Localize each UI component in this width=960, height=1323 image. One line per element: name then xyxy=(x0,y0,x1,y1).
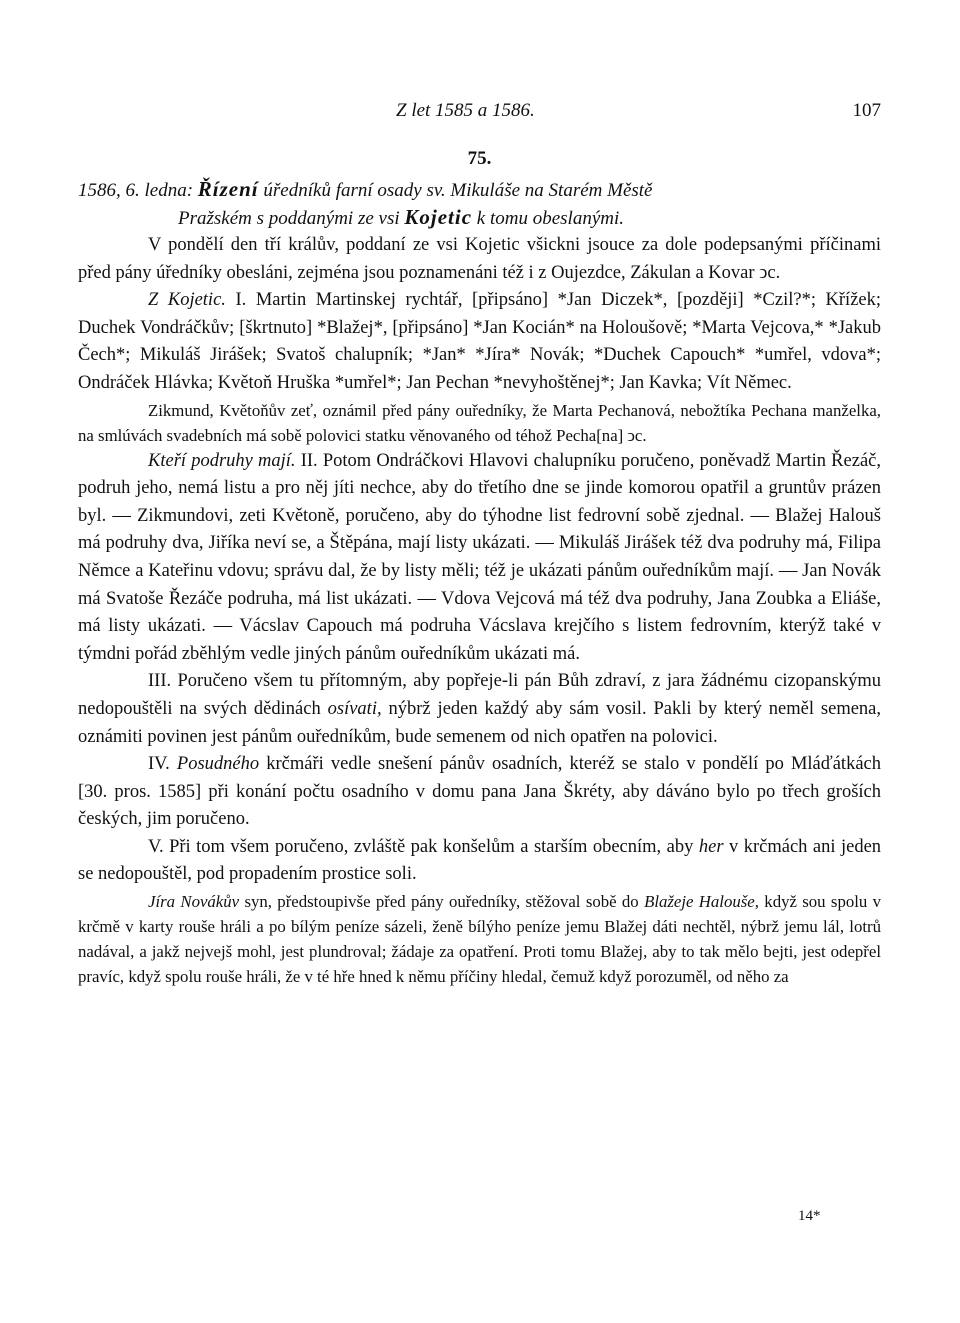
document-number: 75. xyxy=(467,148,492,169)
iii-keyword: osívati, xyxy=(327,698,382,719)
page-body xyxy=(78,100,881,989)
jira-text-b: když sou spolu v krčmě v karty rouše hráli a po bílým peníze sázeli, ženě bílýho peníze jemu Blažej dáti nechtěl, nýbrž jemu lál, lotrů nadával, a jakž nejvejš mohl, jest plundroval; žádaje za opatření. Proti tomu Blažej, aby to tak mělo bejti, jest odepřel pravíc, když spolu rouše hráli, že v té hře hned k němu příčiny hledal, čemuž když porozuměl, od něho za xyxy=(78,892,882,987)
v-text-b: v krčmách ani jeden se nedopouštěl, pod propadením prostice soli. xyxy=(78,836,882,885)
jira-name: Blažeje Halouše, xyxy=(644,892,759,912)
page-header xyxy=(78,100,881,134)
heading-line-2 xyxy=(78,204,881,232)
heading-text-1: úředníků farní osady sv. Mikuláše na Starém Městě xyxy=(263,180,653,201)
podruhy-text: II. Potom Ondráčkovi Hlavovi chalupníku poručeno, poněvadž Martin Řezáč, podruh jeho, nemá listu a pro něj jíti nechce, aby do třetího dne se jinde komorou opatřil a gruntův prázen byl. — Zikmundovi, zeti Květoně, poručeno, aby do týhodne list fedrovní sobě zjednal. — Blažej Halouš má podruhy dva, Jiříka neví se, a Štěpána, mají listy ukázati. — Mikuláš Jirášek též dva podruhy má, Filipa Němce a Kateřinu vdovu; správu dal, že by listy měli; též je ukázati pánům ouředníkům mají. — Jan Novák má Svatoše Řezáče podruha, má list ukázati. — Vdova Vejcová má též dva podruhy, Jana Zoubka a Eliáše, má listy ukázati. — Vácslav Capouch má podruha Vácslava krejčího s listem fedrovním, kterýž také v týmdni pořád zběhlým vedle jiných pánům ouředníkům ukázati má. xyxy=(78,450,881,664)
heading-keyword-2: Kojetic xyxy=(404,205,473,229)
paragraph-v xyxy=(78,834,881,889)
jira-text-a: syn, předstoupivše před pány ouředníky, stěžoval sobě do xyxy=(244,892,639,912)
heading-keyword-1: Řízení xyxy=(197,177,259,201)
paragraph-iii xyxy=(78,668,881,751)
v-keyword: her xyxy=(698,836,724,857)
iv-keyword: Posudného xyxy=(176,754,260,775)
paragraph-note-zikmund: Zikmund, Květoňův zeť, oznámil před pány ouředníky, že Marta Pechanová, nebožtíka Pechana manželka, na smlúvách svadebních má sobě polovici statku věnovaného od téhož Pecha[na] ͻc. xyxy=(78,400,881,445)
paragraph-iv xyxy=(78,751,881,834)
iv-text: krčmáři vedle snešení pánův osadních, kteréž se stalo v pondělí po Mláďátkách [30. pros. 1585] při konání počtu osadního v domu pana Jana Škréty, aby dáváno bylo po třech groších českých, jim poručeno. xyxy=(78,754,881,830)
heading-text-2a: Pražském s poddanými ze vsi xyxy=(178,208,400,229)
jira-lead: Jíra Novákův xyxy=(148,892,240,912)
paragraph-kojetic-list xyxy=(78,287,881,397)
heading-text-2b: k tomu obeslanými. xyxy=(476,208,625,229)
running-title: Z let 1585 a 1586. xyxy=(396,100,535,121)
document-heading xyxy=(78,176,881,232)
signature-mark: 14* xyxy=(798,1208,821,1224)
page-number: 107 xyxy=(852,100,881,121)
kojetic-list-text: I. Martin Martinskej rychtář, [připsáno] *Jan Diczek*, [později] *Czil?*; Křížek; Duchek Vondráčkův; [škrtnuto] *Blažej*, [připsáno] *Jan Kocián* na Holoušově; *Marta Vejcova,* *Jakub Čech*; Mikuláš Jirášek; Svatoš chalupník; *Jan* *Jíra* Novák; *Duchek Capouch* *umřel, vdova*; Ondráček Hlávka; Květoň Hruška *umřel*; Jan Pechan *nevyhoštěnej*; Jan Kavka; Vít Němec. xyxy=(78,290,882,393)
heading-date: 1586, 6. ledna: xyxy=(78,180,194,201)
iii-text-b: nýbrž jeden každý aby sám vosil. Pakli by který neměl semena, oznámiti povinen jest pánům ouředníkům, bude semenem od nich opatřen na polovici. xyxy=(78,698,882,747)
v-text-a: V. Při tom všem poručeno, zvláště pak konšelům a starším obecním, aby xyxy=(148,836,694,857)
iii-text-a: III. Poručeno všem tu přítomným, aby popřeje-li pán Bůh zdraví, z jara žádnému cizopanskýmu nedopouštěli na svých dědinách xyxy=(78,671,881,719)
paragraph-jira-complaint xyxy=(78,889,881,989)
paragraph-intro: V pondělí den tří králův, poddaní ze vsi Kojetic všickni jsouce za dole podepsanými příčinami před pány úředníky obesláni, zejména jsou poznamenáni též i z Oujezdce, Zákulan a Kovar ͻc. xyxy=(78,235,881,283)
section-lead-podruhy: Kteří podruhy mají. xyxy=(148,450,296,471)
iv-number: IV. xyxy=(148,754,170,775)
section-lead-kojetic: Z Kojetic. xyxy=(148,290,226,311)
paragraph-podruhy xyxy=(78,448,881,669)
